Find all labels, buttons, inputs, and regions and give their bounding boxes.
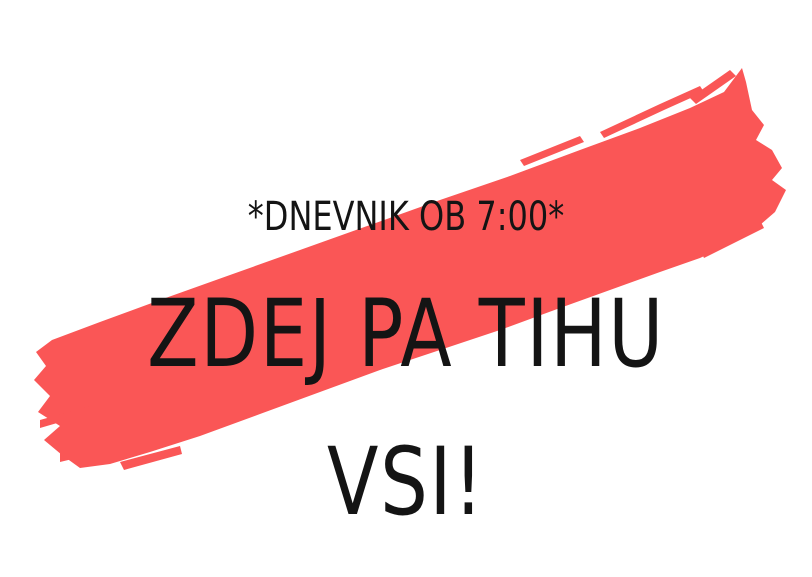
headline-line-2: VSI!	[327, 428, 485, 537]
headline-line-1: ZDEJ PA TIHU	[147, 280, 665, 389]
subtitle-text: *DNEVNIK OB 7:00*	[247, 194, 565, 240]
